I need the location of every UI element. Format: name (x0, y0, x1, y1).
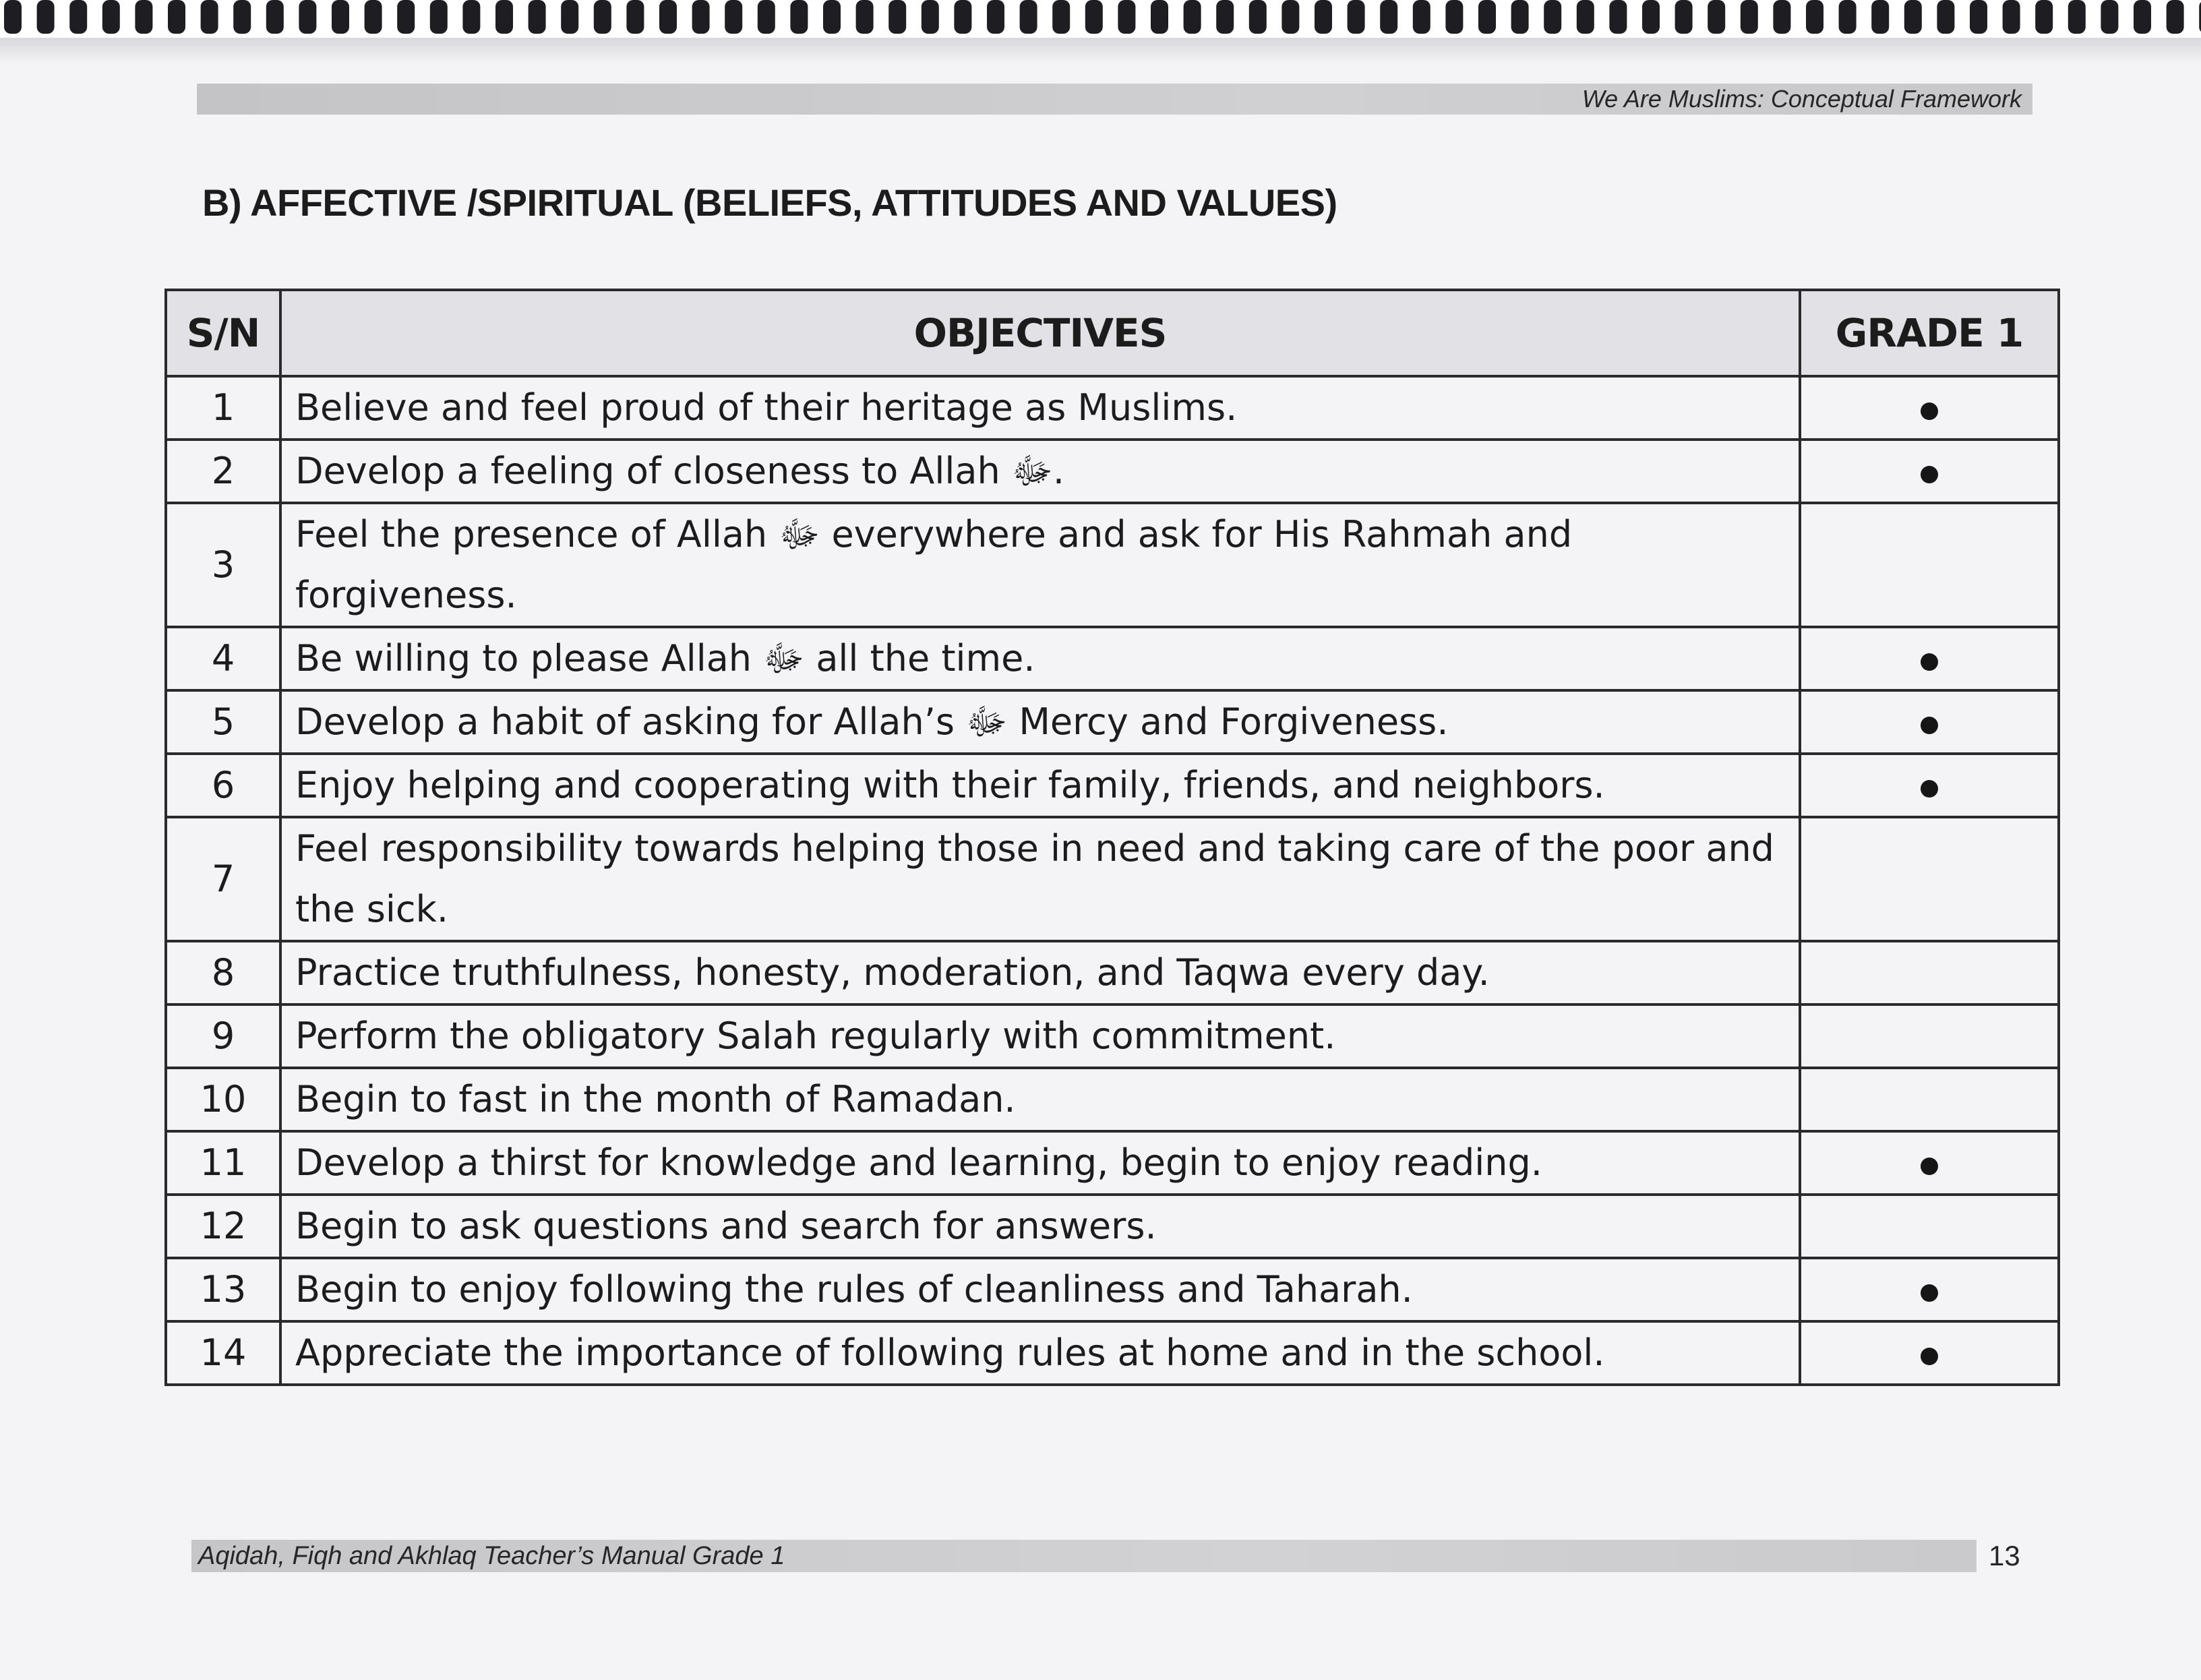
binding-ring (266, 0, 284, 34)
row-objective: Be willing to please Allah ﷻ all the time. (280, 627, 1800, 690)
table-row (166, 376, 2059, 440)
row-objective: Appreciate the importance of following rules at home and in the school. (280, 1321, 1800, 1385)
binding-ring (1085, 0, 1103, 34)
grade-cell (1800, 440, 2059, 503)
binding-ring (1249, 0, 1267, 34)
binding-ring (2167, 0, 2184, 34)
grade-1-bullet (1921, 466, 1938, 483)
table-row (166, 1131, 2059, 1195)
binding-ring (69, 0, 87, 34)
grade-cell (1800, 1258, 2059, 1321)
grade-1-bullet (1921, 653, 1938, 671)
binding-ring (987, 0, 1004, 34)
binding-ring (201, 0, 218, 34)
binding-ring (299, 0, 316, 34)
binding-ring (1348, 0, 1365, 34)
binding-ring (1904, 0, 1922, 34)
row-objective: Enjoy helping and cooperating with their family, friends, and neighbors. (280, 754, 1800, 817)
row-number: 11 (166, 1131, 280, 1195)
binding-ring (888, 0, 906, 34)
objectives-table (164, 289, 2060, 1386)
binding-ring (135, 0, 152, 34)
binding-ring (1315, 0, 1332, 34)
binding-ring (594, 0, 611, 34)
binding-ring (102, 0, 120, 34)
binding-ring (2134, 0, 2151, 34)
binding-ring (37, 0, 55, 34)
binding-ring (856, 0, 874, 34)
row-objective: Develop a feeling of closeness to Allah ﷻ. (280, 440, 1800, 503)
binding-ring (332, 0, 349, 34)
binding-ring (1609, 0, 1627, 34)
binding-ring (1675, 0, 1693, 34)
row-objective: Believe and feel proud of their heritage as Muslims. (280, 376, 1800, 440)
row-number: 8 (166, 941, 280, 1004)
binding-ring (495, 0, 513, 34)
table-row (166, 1068, 2059, 1131)
binding-ring (1413, 0, 1430, 34)
binding-ring (659, 0, 677, 34)
binding-ring (1184, 0, 1201, 34)
binding-ring (725, 0, 742, 34)
binding-ring (922, 0, 939, 34)
row-number: 13 (166, 1258, 280, 1321)
table-row (166, 690, 2059, 754)
manual-title: Aqidah, Fiqh and Akhlaq Teacher’s Manual Grade 1 (198, 1542, 785, 1570)
running-header-title: We Are Muslims: Conceptual Framework (1581, 85, 2022, 113)
row-number: 4 (166, 627, 280, 690)
table-row (166, 503, 2059, 627)
row-number: 12 (166, 1195, 280, 1258)
binding-ring (758, 0, 775, 34)
binding-ring (1445, 0, 1463, 34)
row-number: 1 (166, 376, 280, 440)
binding-ring (1577, 0, 1594, 34)
row-objective: Develop a thirst for knowledge and learning, begin to enjoy reading. (280, 1131, 1800, 1195)
row-number: 5 (166, 690, 280, 754)
binding-ring (1511, 0, 1529, 34)
row-objective: Begin to fast in the month of Ramadan. (280, 1068, 1800, 1131)
binding-ring (1052, 0, 1070, 34)
grade-cell (1800, 1131, 2059, 1195)
grade-cell (1800, 503, 2059, 627)
grade-cell (1800, 627, 2059, 690)
grade-1-bullet (1921, 717, 1938, 734)
header-sn: S/N (166, 290, 280, 376)
row-objective: Feel the presence of Allah ﷻ everywhere and ask for His Rahmah and forgiveness. (280, 503, 1800, 627)
grade-cell (1800, 376, 2059, 440)
binding-ring (1118, 0, 1135, 34)
page-number: 13 (1989, 1540, 2020, 1571)
row-objective: Begin to enjoy following the rules of cleanliness and Taharah. (280, 1258, 1800, 1321)
binding-ring (823, 0, 841, 34)
binding-ring (1544, 0, 1561, 34)
binding-ring (1478, 0, 1496, 34)
binding-ring (2035, 0, 2053, 34)
grade-1-bullet (1921, 1158, 1938, 1175)
row-number: 14 (166, 1321, 280, 1385)
table-row (166, 941, 2059, 1004)
binding-ring (1937, 0, 1954, 34)
binding-ring (692, 0, 710, 34)
row-number: 9 (166, 1004, 280, 1068)
grade-cell (1800, 817, 2059, 941)
binding-ring (790, 0, 808, 34)
grade-1-bullet (1921, 1284, 1938, 1302)
table-row (166, 1004, 2059, 1068)
binding-ring (1806, 0, 1823, 34)
binding-ring (1151, 0, 1168, 34)
binding-ring (2068, 0, 2086, 34)
table-row (166, 1195, 2059, 1258)
running-footer-band (191, 1540, 1977, 1572)
binding-ring (626, 0, 644, 34)
spiral-rings (0, 0, 2201, 40)
grade-cell (1800, 1321, 2059, 1385)
grade-cell (1800, 941, 2059, 1004)
binding-ring (954, 0, 971, 34)
binding-ring (529, 0, 546, 34)
header-grade-1: GRADE 1 (1800, 290, 2059, 376)
row-objective: Develop a habit of asking for Allah’s ﷻ Mercy and Forgiveness. (280, 690, 1800, 754)
binding-ring (430, 0, 448, 34)
grade-cell (1800, 1195, 2059, 1258)
binding-ring (1708, 0, 1725, 34)
binding-ring (1970, 0, 1987, 34)
binding-ring (1741, 0, 1758, 34)
binding-ring (365, 0, 382, 34)
binding-ring (1839, 0, 1857, 34)
binding-ring (1380, 0, 1397, 34)
grade-cell (1800, 1004, 2059, 1068)
row-objective: Perform the obligatory Salah regularly with commitment. (280, 1004, 1800, 1068)
table-row (166, 627, 2059, 690)
binding-ring (1871, 0, 1889, 34)
binding-ring (1282, 0, 1299, 34)
binding-ring (1020, 0, 1037, 34)
binding-ring (1216, 0, 1234, 34)
binding-ring (2101, 0, 2118, 34)
binding-ring (4, 0, 22, 34)
row-number: 6 (166, 754, 280, 817)
row-objective: Practice truthfulness, honesty, moderation, and Taqwa every day. (280, 941, 1800, 1004)
running-header-band (197, 84, 2032, 115)
spiral-binding (0, 0, 2201, 43)
binding-ring (1773, 0, 1790, 34)
binding-ring (397, 0, 415, 34)
binding-ring (462, 0, 480, 34)
grade-cell (1800, 754, 2059, 817)
binding-ring (1642, 0, 1660, 34)
table-header-row (166, 290, 2059, 376)
grade-cell (1800, 1068, 2059, 1131)
grade-1-bullet (1921, 1348, 1938, 1365)
table-row (166, 440, 2059, 503)
binding-ring (2003, 0, 2020, 34)
row-number: 10 (166, 1068, 280, 1131)
grade-1-bullet (1921, 402, 1938, 420)
grade-1-bullet (1921, 780, 1938, 798)
binding-ring (561, 0, 578, 34)
header-objectives: OBJECTIVES (280, 290, 1800, 376)
row-number: 3 (166, 503, 280, 627)
row-objective: Begin to ask questions and search for answers. (280, 1195, 1800, 1258)
grade-cell (1800, 690, 2059, 754)
row-objective: Feel responsibility towards helping those in need and taking care of the poor and the sick. (280, 817, 1800, 941)
binding-shadow (0, 38, 2201, 65)
table-row (166, 1258, 2059, 1321)
row-number: 2 (166, 440, 280, 503)
binding-ring (168, 0, 185, 34)
table-row (166, 1321, 2059, 1385)
table-row (166, 754, 2059, 817)
binding-ring (233, 0, 251, 34)
table-row (166, 817, 2059, 941)
section-heading: B) AFFECTIVE /SPIRITUAL (BELIEFS, ATTITUDES AND VALUES) (202, 181, 1337, 224)
row-number: 7 (166, 817, 280, 941)
